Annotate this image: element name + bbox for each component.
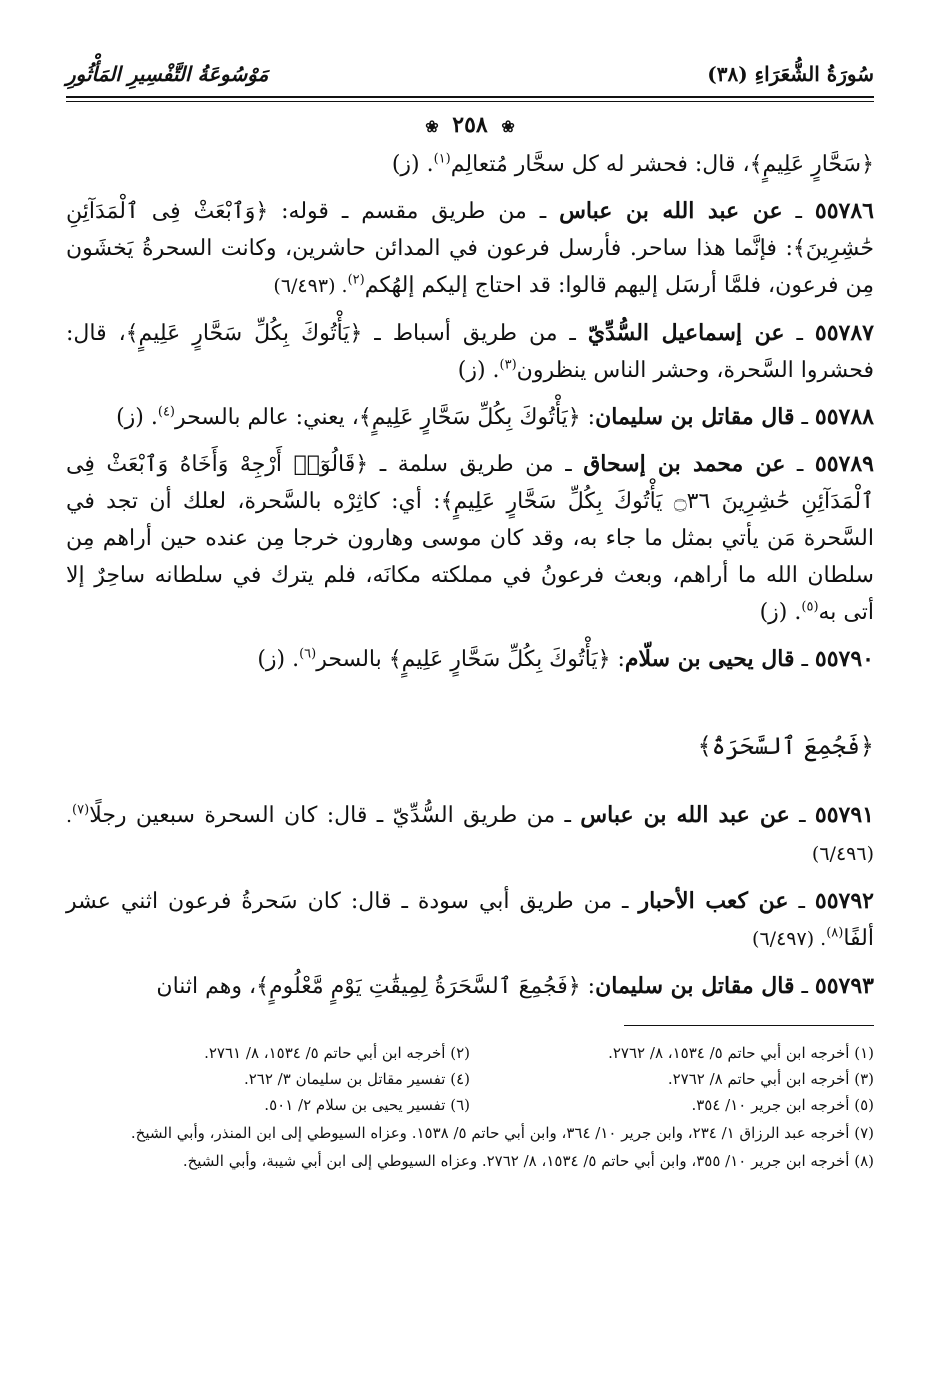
- footnote-ref[interactable]: (٥): [801, 599, 819, 615]
- paragraph-text: : ﴿فَجُمِعَ ٱلسَّحَرَةُ لِمِيقَٰتِ يَوْمٍ مَّعْلُومٍ﴾، وهم اثنان: [156, 974, 596, 999]
- entry-number: ٥٥٧٩١: [814, 802, 874, 828]
- footnote-ref[interactable]: (٣): [499, 357, 517, 373]
- page-number: [66, 110, 874, 140]
- section-heading: ﴿فَجُمِعَ ٱلسَّحَرَةُ﴾: [697, 732, 874, 760]
- narrator-name: عن عبد الله بن عباس: [580, 802, 790, 828]
- footnote: (٥) أخرجه ابن جرير ١٠/ ٣٥٤.: [691, 1096, 874, 1114]
- footnote-ref[interactable]: (٦): [299, 646, 317, 662]
- paragraph: ٥٥٧٩٣ ـ قال مقاتل بن سليمان: ﴿فَجُمِعَ ٱلسَّحَرَةُ لِمِيقَٰتِ يَوْمٍ مَّعْلُومٍ﴾، وهم اثنان: [156, 973, 874, 999]
- footnotes: [66, 1040, 874, 1174]
- entry-number: ٥٥٧٨٧: [814, 320, 874, 346]
- narrator-name: قال مقاتل بن سليمان: [595, 973, 795, 999]
- paragraph: ٥٥٧٨٩ ـ عن محمد بن إسحاق ـ من طريق سلمة ـ ﴿قَالُوٓا۟ أَرْجِهْ وَأَخَاهُ وَٱبْعَثْ فِى ٱلْمَدَآئِنِ حَٰشِرِينَ ۝٣٦ يَأْتُوكَ بِكُلِّ سَحَّارٍ عَلِيمٍ﴾: أي: كاثِرْه بالسَّحرة، لعلك أن تجد في السَّحرة مَن يأتي بمثل ما جاء به، وقد كان موسى وهارون خرجا مِن عنده حين أراهم مِن سلطان الله ما أراهم، وبعث فرعونُ في مملكته مكانَه، فلم يترك في سلطانه ساحِرٌ إلا أتى به$^{(٥)}$. (ز): [66, 451, 874, 625]
- paragraph-tail: . (ز): [391, 152, 434, 177]
- entry-number: ٥٥٧٨٩: [814, 451, 874, 477]
- paragraph-text: ـ من طريق مقسم ـ قوله: ﴿وَٱبْعَثْ فِى ٱلْمَدَآئِنِ حَٰشِرِينَ﴾: فإنَّما هذا ساحر. فأرسل فرعون في المدائن حاشرين، وكانت السحرةُ يَخشَون مِن فرعون، فلمَّا أرسَل إليهم قالوا: قد احتاج إليكم إلهُكم: [66, 199, 874, 298]
- paragraph-tail: . (ز): [759, 600, 802, 625]
- entry-number: ٥٥٧٩٠: [814, 646, 874, 672]
- footnote: (٨) أخرجه ابن جرير ١٠/ ٣٥٥، وابن أبي حاتم ٥/ ١٥٣٤، ٨/ ٢٧٦٢. وعزاه السيوطي إلى ابن أبي شيبة، وأبي الشيخ.: [182, 1152, 874, 1170]
- paragraph: ٥٥٧٨٧ ـ عن إسماعيل السُّدِّيّ ـ من طريق أسباط ـ ﴿يَأْتُوكَ بِكُلِّ سَحَّارٍ عَلِيمٍ﴾، قال: فحشروا السَّحرة، وحشر الناس ينظرون$^{(٣)}$. (ز): [66, 320, 874, 383]
- paragraph-tail: . (ز): [257, 647, 300, 672]
- surah-title: سُورَةُ الشُّعَرَاءِ (٣٨): [707, 62, 874, 86]
- entry-number: ٥٥٧٩٢: [814, 888, 874, 914]
- paragraph-text: : ﴿يَأْتُوكَ بِكُلِّ سَحَّارٍ عَلِيمٍ﴾ بالسحر: [316, 647, 625, 672]
- narrator-name: عن إسماعيل السُّدِّيّ: [587, 320, 785, 346]
- paragraph-tail: . (ز): [116, 405, 158, 430]
- header-rule: [66, 101, 874, 102]
- paragraph: ٥٥٧٨٨ ـ قال مقاتل بن سليمان: ﴿يَأْتُوكَ بِكُلِّ سَحَّارٍ عَلِيمٍ﴾، يعني: عالم بالسحر$^{(٤)}$. (ز): [116, 404, 874, 430]
- footnote-ref[interactable]: (٤): [157, 404, 175, 420]
- footnote-row: [66, 1092, 874, 1118]
- paragraph-text: : ﴿يَأْتُوكَ بِكُلِّ سَحَّارٍ عَلِيمٍ﴾، يعني: عالم بالسحر: [175, 405, 596, 430]
- footnote: (١) أخرجه ابن أبي حاتم ٥/ ١٥٣٤، ٨/ ٢٧٦٢.: [608, 1044, 874, 1062]
- narrator-name: قال مقاتل بن سليمان: [595, 404, 795, 430]
- footnote-row: [66, 1040, 874, 1066]
- entry-number: ٥٥٧٨٨: [814, 404, 874, 430]
- paragraph: ٥٥٧٩٢ ـ عن كعب الأحبار ـ من طريق أبي سودة ـ قال: كان سَحرةُ فرعون اثني عشر ألفًا$^{(٨)}$. (٦/٤٩٧): [66, 888, 874, 951]
- footnote-row: [66, 1066, 874, 1092]
- paragraph-text: ـ من طريق أبي سودة ـ قال: كان سَحرةُ فرعون اثني عشر ألفًا: [66, 889, 874, 951]
- narrator-name: قال يحيى بن سلّام: [624, 646, 795, 672]
- running-header: [66, 56, 874, 98]
- page-number-value: ٢٥٨: [452, 112, 488, 138]
- paragraph-tail: . (٦/٤٩٦): [66, 805, 874, 865]
- paragraph: [66, 146, 874, 183]
- ornament-icon: ❀: [501, 117, 515, 136]
- footnote: (٢) أخرجه ابن أبي حاتم ٥/ ١٥٣٤، ٨/ ٢٧٦١.: [204, 1044, 470, 1062]
- footnote: (٧) أخرجه عبد الرزاق ١/ ٢٣٤، وابن جرير ١٠/ ٣٦٤، وابن أبي حاتم ٥/ ١٥٣٨. وعزاه السيوطي إلى ابن المنذر، وأبي الشيخ.: [130, 1124, 874, 1142]
- main-text: [66, 146, 874, 1005]
- paragraph-text: ـ من طريق أسباط ـ ﴿يَأْتُوكَ بِكُلِّ سَحَّارٍ عَلِيمٍ﴾، قال: فحشروا السَّحرة، وحشر الناس ينظرون: [66, 321, 874, 383]
- footnote: (٦) تفسير يحيى بن سلام ٢/ ٥٠١.: [264, 1096, 470, 1114]
- narrator-name: عن عبد الله بن عباس: [559, 198, 783, 224]
- page: [66, 56, 874, 1346]
- entry-number: ٥٥٧٩٣: [814, 973, 874, 999]
- footnote-separator: [624, 1025, 874, 1026]
- ornament-icon: ❀: [425, 117, 439, 136]
- book-title: مَوْسُوعَةُ التَّفْسِيرِ المَأْثُورِ: [66, 62, 269, 86]
- paragraph-tail: . (٦/٤٩٣): [273, 275, 348, 297]
- narrator-name: عن محمد بن إسحاق: [583, 451, 786, 477]
- paragraph-tail: . (٦/٤٩٧): [752, 928, 827, 950]
- paragraph: ٥٥٧٨٦ ـ عن عبد الله بن عباس ـ من طريق مقسم ـ قوله: ﴿وَٱبْعَثْ فِى ٱلْمَدَآئِنِ حَٰشِرِينَ﴾: فإنَّما هذا ساحر. فأرسل فرعون في المدائن حاشرين، وكانت السحرةُ يَخشَون مِن فرعون، فلمَّا أرسَل إليهم قالوا: قد احتاج إليكم إلهُكم$^{(٢)}$. (٦/٤٩٣): [66, 198, 874, 298]
- footnote-ref[interactable]: (٧): [72, 802, 90, 818]
- paragraph-text: ـ من طريق السُّدِّيّ ـ قال: كان السحرة سبعين رجلًا: [89, 803, 581, 828]
- footnote-ref[interactable]: (١): [433, 151, 451, 167]
- paragraph-text: ـ من طريق سلمة ـ ﴿قَالُوٓا۟ أَرْجِهْ وَأَخَاهُ وَٱبْعَثْ فِى ٱلْمَدَآئِنِ حَٰشِرِينَ ۝٣٦ يَأْتُوكَ بِكُلِّ سَحَّارٍ عَلِيمٍ﴾: أي: كاثِرْه بالسَّحرة، لعلك أن تجد في السَّحرة مَن يأتي بمثل ما جاء به، وقد كان موسى وهارون خرجا مِن عنده حين أراهم مِن سلطان الله ما أراهم، وبعث فرعونُ في مملكته مكانَه، فلم يترك في سلطانه ساحِرٌ إلا أتى به: [66, 452, 874, 625]
- narrator-name: عن كعب الأحبار: [638, 888, 789, 914]
- paragraph-tail: . (ز): [457, 358, 500, 383]
- entry-number: ٥٥٧٨٦: [814, 198, 874, 224]
- footnote: (٤) تفسير مقاتل بن سليمان ٣/ ٢٦٢.: [243, 1070, 470, 1088]
- paragraph: ٥٥٧٩١ ـ عن عبد الله بن عباس ـ من طريق السُّدِّيّ ـ قال: كان السحرة سبعين رجلًا$^{(٧)}$. (٦/٤٩٦): [66, 802, 874, 865]
- paragraph-text: ﴿سَحَّارٍ عَلِيمٍ﴾، قال: فحشر له كل سحَّار مُتعالِم: [450, 152, 874, 177]
- footnote-ref[interactable]: (٢): [347, 272, 365, 288]
- footnote-ref[interactable]: (٨): [826, 925, 844, 941]
- footnote: (٣) أخرجه ابن أبي حاتم ٨/ ٢٧٦٢.: [667, 1070, 874, 1088]
- paragraph: ٥٥٧٩٠ ـ قال يحيى بن سلّام: ﴿يَأْتُوكَ بِكُلِّ سَحَّارٍ عَلِيمٍ﴾ بالسحر$^{(٦)}$. (ز): [257, 646, 874, 672]
